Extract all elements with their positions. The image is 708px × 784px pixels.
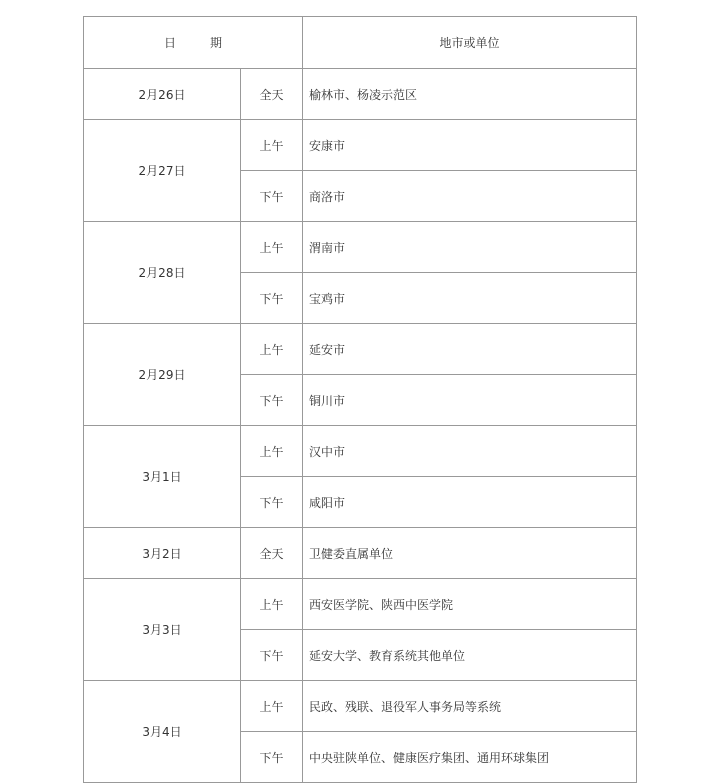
date-cell: 2月29日 (84, 324, 241, 426)
unit-cell: 延安市 (303, 324, 637, 375)
unit-cell: 卫健委直属单位 (303, 528, 637, 579)
table-row (84, 120, 637, 171)
date-cell: 2月26日 (84, 69, 241, 120)
date-cell: 3月3日 (84, 579, 241, 681)
period-cell: 上午 (241, 222, 303, 273)
table-row (84, 681, 637, 732)
header-date (84, 17, 303, 69)
period-cell: 下午 (241, 375, 303, 426)
date-cell: 3月4日 (84, 681, 241, 783)
table-row (84, 324, 637, 375)
header-date-right: 期 (210, 36, 223, 50)
period-cell: 上午 (241, 579, 303, 630)
date-cell: 3月1日 (84, 426, 241, 528)
period-cell: 上午 (241, 681, 303, 732)
unit-cell: 商洛市 (303, 171, 637, 222)
date-cell: 2月27日 (84, 120, 241, 222)
unit-cell: 延安大学、教育系统其他单位 (303, 630, 637, 681)
unit-cell: 渭南市 (303, 222, 637, 273)
period-cell: 全天 (241, 69, 303, 120)
unit-cell: 宝鸡市 (303, 273, 637, 324)
unit-cell: 西安医学院、陕西中医学院 (303, 579, 637, 630)
unit-cell: 汉中市 (303, 426, 637, 477)
period-cell: 下午 (241, 630, 303, 681)
table-row (84, 579, 637, 630)
header-row (84, 17, 637, 69)
unit-cell: 铜川市 (303, 375, 637, 426)
period-cell: 上午 (241, 426, 303, 477)
date-cell: 2月28日 (84, 222, 241, 324)
table-row (84, 69, 637, 120)
unit-cell: 中央驻陕单位、健康医疗集团、通用环球集团 (303, 732, 637, 783)
date-cell: 3月2日 (84, 528, 241, 579)
period-cell: 上午 (241, 324, 303, 375)
period-cell: 下午 (241, 477, 303, 528)
period-cell: 下午 (241, 273, 303, 324)
table-row (84, 426, 637, 477)
period-cell: 上午 (241, 120, 303, 171)
unit-cell: 安康市 (303, 120, 637, 171)
table-row (84, 222, 637, 273)
table-row (84, 528, 637, 579)
header-unit: 地市或单位 (303, 17, 637, 69)
header-date-left: 日 (163, 36, 176, 50)
unit-cell: 咸阳市 (303, 477, 637, 528)
unit-cell: 榆林市、杨凌示范区 (303, 69, 637, 120)
schedule-table (83, 16, 637, 783)
period-cell: 全天 (241, 528, 303, 579)
period-cell: 下午 (241, 171, 303, 222)
period-cell: 下午 (241, 732, 303, 783)
unit-cell: 民政、残联、退役军人事务局等系统 (303, 681, 637, 732)
